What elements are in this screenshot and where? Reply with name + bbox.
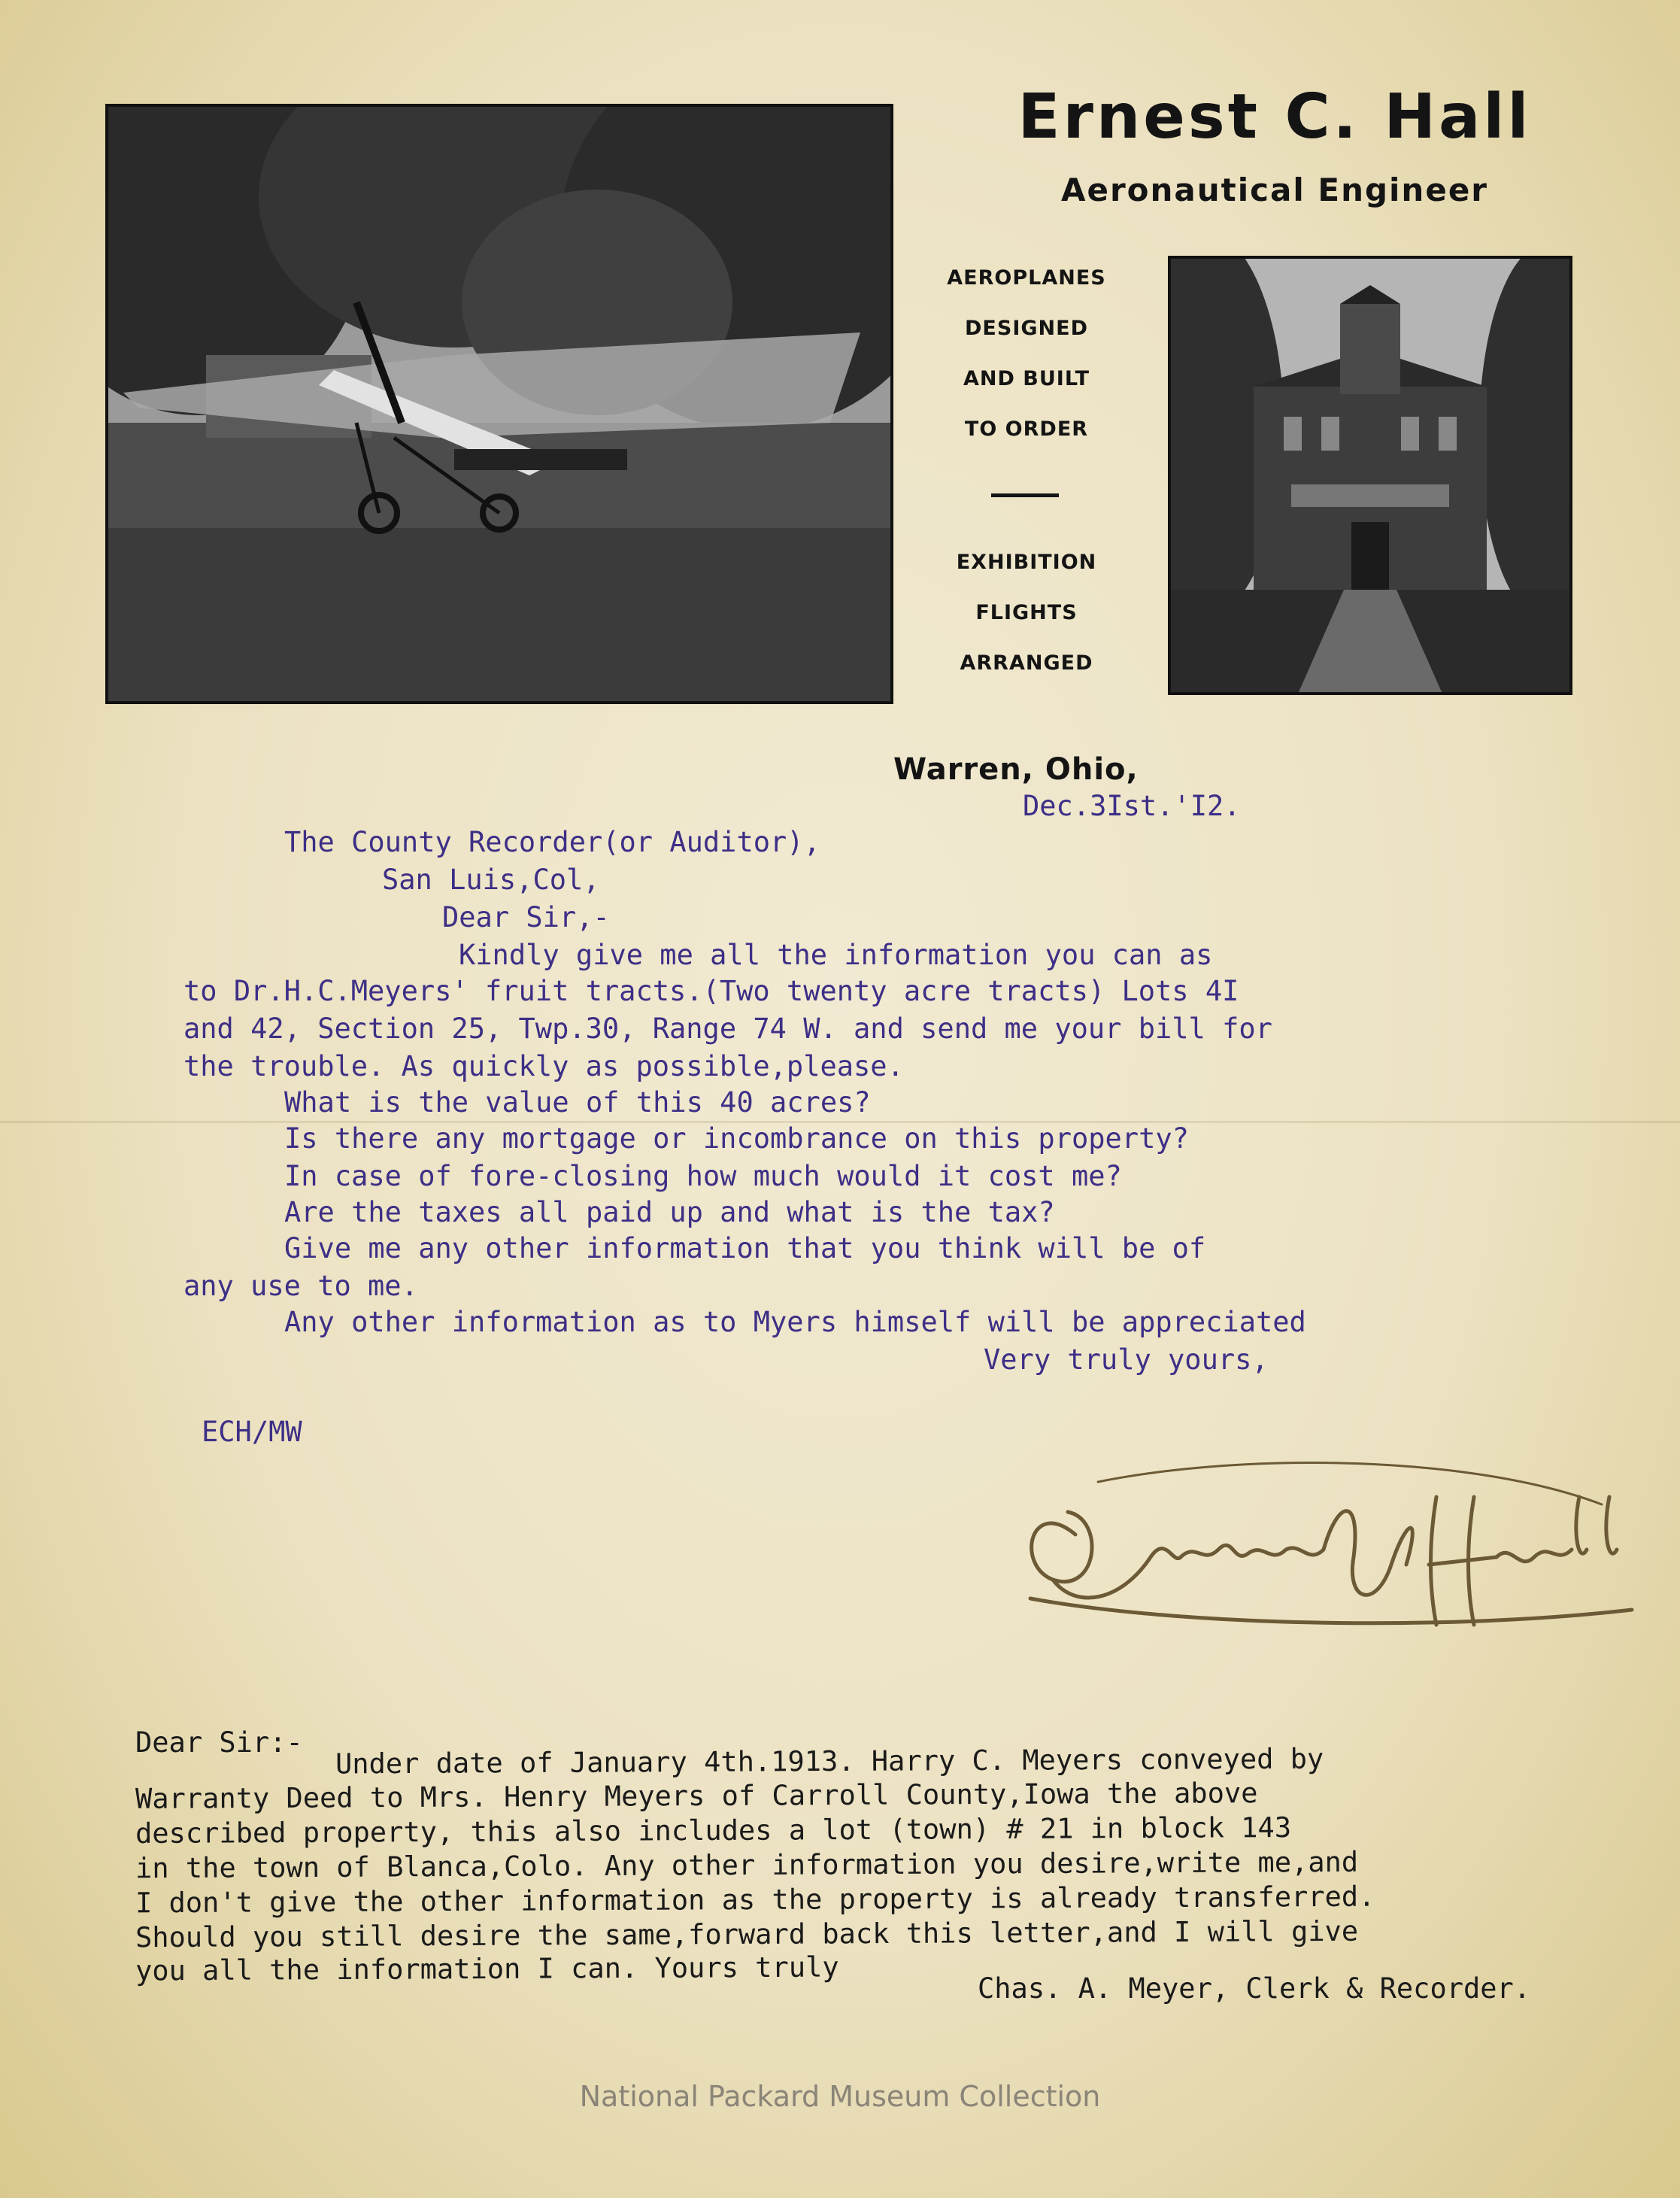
service-line: ARRANGED [960,651,1093,675]
letter-line: and 42, Section 25, Twp.30, Range 74 W. and send me your bill for [183,1012,1272,1045]
letter-line: the trouble. As quickly as possible,please. [183,1050,904,1082]
letter-line: Are the taxes all paid up and what is the tax? [284,1196,1055,1228]
letter-line: Give me any other information that you think will be of [284,1232,1206,1264]
service-line: TO ORDER [964,417,1089,441]
services-list-2 [914,537,1139,688]
closing: Very truly yours, [984,1343,1269,1376]
recipient-location: San Luis,Col, [382,864,600,896]
reply-line: Under date of January 4th.1913. Harry C. Meyers conveyed by [335,1742,1324,1781]
letterhead-title: Aeronautical Engineer [1060,172,1489,208]
letterhead-name: Ernest C. Hall [1017,81,1532,153]
signature [985,1452,1647,1655]
watermark: National Packard Museum Collection [579,2080,1101,2113]
letter-line: any use to me. [183,1270,418,1302]
aeroplane-photo [105,104,893,704]
reply-salutation: Dear Sir:- [135,1726,303,1759]
reply-line: described property, this also includes a lot (town) # 21 in block 143 [135,1811,1292,1850]
reply-line: you all the information I can. Yours truly [135,1951,839,1987]
reply-line: Should you still desire the same,forward back this letter,and I will give [135,1914,1359,1954]
service-line: AEROPLANES [947,266,1106,290]
service-line: DESIGNED [965,317,1088,340]
letter-line: Is there any mortgage or incombrance on this property? [284,1122,1189,1155]
letter-date: Dec.3Ist.'I2. [1023,790,1241,822]
reply-signature: Chas. A. Meyer, Clerk & Recorder. [978,1972,1531,2005]
services-list-1 [914,253,1139,454]
service-line: FLIGHTS [975,601,1078,624]
reply-line: in the town of Blanca,Colo. Any other information you desire,write me,and [135,1845,1359,1885]
ornament-divider [991,493,1059,497]
salutation: Dear Sir,- [442,901,610,934]
letter-line: In case of fore-closing how much would it cost me? [284,1160,1122,1192]
letter-line: Kindly give me all the information you can as [459,939,1213,971]
letter-line: Any other information as to Myers himself will be appreciated [284,1306,1306,1338]
letter-line: to Dr.H.C.Meyers' fruit tracts.(Two twenty acre tracts) Lots 4I [183,975,1239,1007]
reply-line: I don't give the other information as the property is already transferred. [135,1880,1375,1920]
recipient-line: The County Recorder(or Auditor), [284,826,820,858]
letter-line: What is the value of this 40 acres? [284,1086,871,1119]
service-line: AND BUILT [963,367,1090,390]
letterhead-city: Warren, Ohio, [893,752,1139,787]
reply-line: Warranty Deed to Mrs. Henry Meyers of Carroll County,Iowa the above [135,1777,1258,1815]
service-line: EXHIBITION [956,551,1097,574]
typist-initials: ECH/MW [202,1416,302,1448]
hall-house-photo [1168,256,1572,695]
